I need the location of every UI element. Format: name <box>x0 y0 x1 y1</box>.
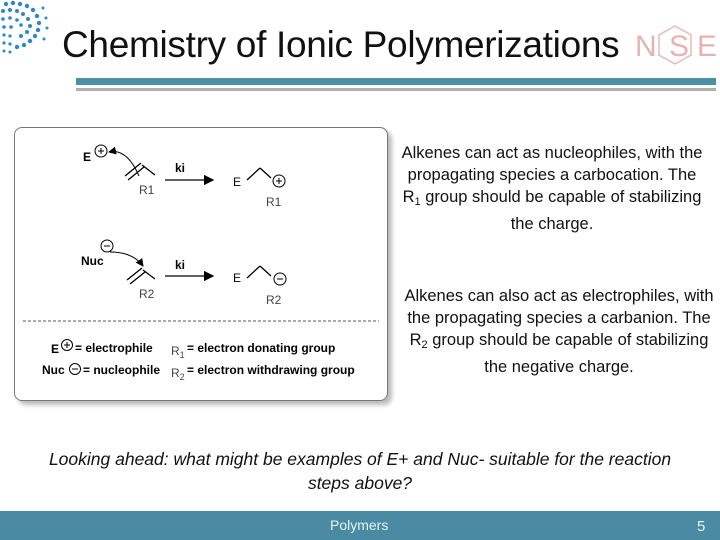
svg-text:N: N <box>635 30 657 63</box>
reagent-nuc: Nuc <box>81 254 104 268</box>
product-substituent-r1: R1 <box>266 195 282 209</box>
rate-constant-1: ki <box>175 161 186 175</box>
title-rule-blue <box>76 78 716 85</box>
legend-r2-symbol: $R_2$ <box>171 366 185 382</box>
paragraph-electrophile-part2: group should be capable of stabilizing the negative charge. <box>427 331 709 376</box>
reaction-scheme-drawing <box>15 128 387 400</box>
legend-nuc-symbol: Nuc <box>42 363 65 377</box>
rate-constant-2: ki <box>175 258 186 272</box>
product-e-1: E <box>233 175 242 189</box>
paragraph-electrophile-part1: Alkenes can also act as electrophiles, with the propagating species a carbanion. The R <box>404 287 714 349</box>
slide-title: Chemistry of Ionic Polymerizations <box>62 24 620 65</box>
legend-electrophile: = electrophile <box>75 341 153 355</box>
curved-arrow-icon <box>110 252 143 266</box>
looking-ahead-question: Looking ahead: what might be examples of E+ and Nuc- suitable for the reaction steps above? <box>48 449 672 493</box>
legend-nucleophile: = nucleophile <box>83 363 161 377</box>
product-e-2: E <box>233 271 242 285</box>
footer-bar <box>0 511 720 540</box>
footer-label: Polymers <box>330 517 389 533</box>
legend-donating: = electron donating group <box>187 341 336 355</box>
svg-text:S: S <box>669 30 690 63</box>
svg-text:E: E <box>697 30 718 63</box>
legend-e-symbol: E <box>51 342 60 356</box>
paragraph-electrophile <box>400 285 718 378</box>
page-number: 5 <box>697 518 706 535</box>
product-substituent-r2: R2 <box>266 293 282 307</box>
paragraph-nucleophile-subscript: 1 <box>414 196 421 208</box>
substituent-r2: R2 <box>139 287 155 301</box>
logo-dots-icon <box>0 0 50 60</box>
paragraph-nucleophile-part2: group should be capable of stabilizing the charge. <box>420 188 702 233</box>
legend-withdrawing: = electron withdrawing group <box>187 363 355 377</box>
paragraph-nucleophile <box>400 142 704 235</box>
reaction-scheme <box>14 127 388 401</box>
title-rule-gray <box>76 88 716 91</box>
paragraph-electrophile-subscript: 2 <box>421 339 428 351</box>
substituent-r1: R1 <box>139 183 155 197</box>
curved-arrow-icon <box>109 152 139 177</box>
paragraph-nucleophile-part1: Alkenes can act as nucleophiles, with the propagating species a carbocation. The R <box>401 144 703 206</box>
reagent-e: E <box>83 150 92 164</box>
legend-r1-symbol: $R_1$ <box>171 344 185 360</box>
brand-logo-icon <box>633 22 718 70</box>
